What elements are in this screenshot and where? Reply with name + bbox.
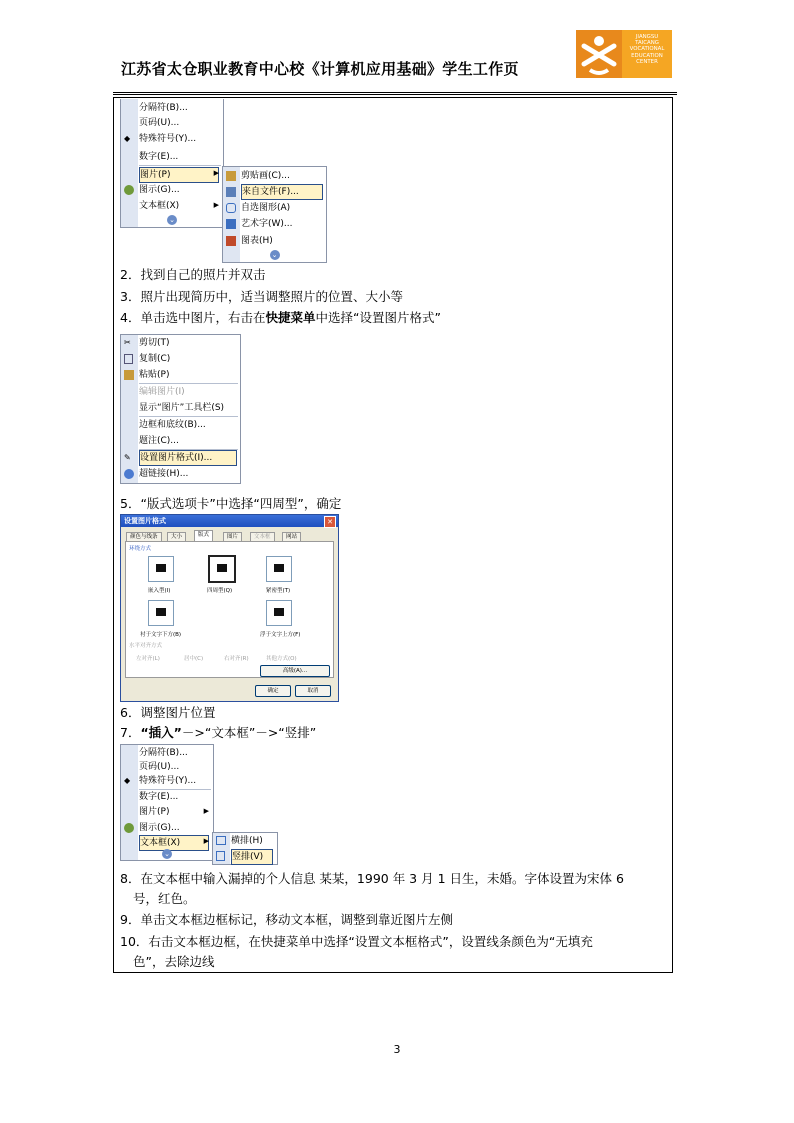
step-2: 2．找到自己的照片并双击 (120, 267, 266, 282)
step-8-line2: 号，红色。 (133, 891, 196, 906)
wrap-behind-label: 衬于文字下方(B) (140, 632, 182, 638)
scissors-icon: ✂ (124, 338, 131, 347)
tab-layout[interactable]: 版式 (194, 530, 213, 542)
context-item-paste[interactable]: 粘贴(P) (139, 370, 170, 380)
submenu-item-wordart[interactable]: 艺术字(W)... (241, 219, 293, 229)
context-item-borders[interactable]: 边框和底纹(B)... (139, 420, 206, 430)
hyperlink-icon (124, 469, 134, 479)
submenu-item-autoshape[interactable]: 自选图形(A) (241, 203, 291, 213)
menu-item-diagram[interactable]: 图示(G)... (139, 823, 180, 833)
horizontal-textbox-icon (216, 836, 226, 845)
menu-item-break[interactable]: 分隔符(B)... (139, 103, 188, 113)
menu-item-picture[interactable]: 图片(P) (139, 167, 219, 183)
tab-textbox: 文本框 (250, 532, 275, 542)
menu-item-symbol[interactable]: 特殊符号(Y)... (139, 134, 197, 144)
close-icon[interactable]: ✕ (324, 516, 336, 528)
wrap-front-option[interactable] (266, 600, 292, 626)
wrap-tight-option[interactable] (266, 556, 292, 582)
step-5: 5．“版式选项卡”中选择“四周型”，确定 (120, 496, 342, 511)
format-picture-dialog (120, 514, 339, 702)
tab-web[interactable]: 网站 (282, 532, 301, 542)
picture-submenu (222, 166, 327, 263)
autoshape-icon (226, 203, 236, 213)
submenu-item-clipart[interactable]: 剪贴画(C)... (241, 171, 290, 181)
wrap-front-label: 浮于文字上方(F) (260, 632, 301, 638)
page-number: 3 (393, 1043, 401, 1056)
header-title: 江苏省太仓职业教育中心校《计算机应用基础》学生工作页 (121, 60, 519, 78)
context-item-format-picture[interactable]: 设置图片格式(I)... (139, 450, 237, 466)
header-rule (113, 92, 677, 93)
expand-chevron-icon[interactable]: ⌄ (270, 250, 280, 260)
context-item-hyperlink[interactable]: 超链接(H)... (139, 469, 189, 479)
school-logo (576, 30, 672, 78)
context-item-edit-picture: 编辑图片(I) (139, 387, 185, 397)
wrap-inline-label: 嵌入型(I) (148, 588, 171, 594)
menu-item-number[interactable]: 数字(E)... (139, 792, 179, 802)
menu-item-textbox[interactable]: 文本框(X) (139, 201, 180, 211)
context-item-show-toolbar[interactable]: 显示“图片”工具栏(S) (139, 403, 225, 413)
cancel-button[interactable]: 取消 (295, 685, 331, 697)
wrap-square-option[interactable] (208, 555, 236, 583)
chart-icon (226, 236, 236, 246)
copy-icon (124, 354, 133, 364)
step-4: 4．单击选中图片，右击在快捷菜单中选择“设置图片格式” (120, 310, 441, 325)
step-6: 6．调整图片位置 (120, 705, 216, 720)
ok-button[interactable]: 确定 (255, 685, 291, 697)
submenu-arrow-icon: ▶ (213, 201, 219, 209)
submenu-item-horizontal[interactable]: 横排(H) (231, 836, 263, 846)
context-item-copy[interactable]: 复制(C) (139, 354, 171, 364)
from-file-icon (226, 187, 236, 197)
bullet-icon: ◆ (124, 134, 131, 143)
clipart-icon (226, 171, 236, 181)
align-other-radio: 其他方式(O) (266, 656, 297, 662)
wrap-behind-option[interactable] (148, 600, 174, 626)
textbox-submenu (212, 832, 278, 865)
step-10-line2: 色”，去除边线 (133, 954, 215, 969)
submenu-arrow-icon: ▶ (203, 837, 209, 845)
header-rule-thin (113, 94, 677, 95)
align-right-radio: 右对齐(R) (224, 656, 249, 662)
tab-size[interactable]: 大小 (167, 532, 186, 542)
step-3: 3．照片出现简历中，适当调整照片的位置、大小等 (120, 289, 403, 304)
menu-item-page-number[interactable]: 页码(U)... (139, 118, 180, 128)
wrap-section-label: 环绕方式 (129, 546, 152, 552)
logo-text: JIANGSU TAICANG VOCATIONAL EDUCATION CENTER (629, 34, 665, 65)
wordart-icon (226, 219, 236, 229)
menu-item-textbox[interactable]: 文本框(X) (139, 835, 209, 851)
context-item-caption[interactable]: 题注(C)... (139, 436, 179, 446)
advanced-button[interactable]: 高级(A)... (260, 665, 330, 677)
insert-menu (120, 99, 224, 228)
expand-chevron-icon[interactable]: ⌄ (167, 215, 177, 225)
context-item-cut[interactable]: 剪切(T) (139, 338, 170, 348)
tab-colors-lines[interactable]: 颜色与线条 (126, 532, 162, 542)
wrap-inline-option[interactable] (148, 556, 174, 582)
align-section-label: 水平对齐方式 (129, 643, 163, 649)
insert-menu-textbox (120, 744, 214, 861)
format-picture-icon: ✎ (124, 453, 131, 462)
submenu-item-chart[interactable]: 图表(H) (241, 236, 273, 246)
tab-picture[interactable]: 图片 (223, 532, 242, 542)
menu-item-page-number[interactable]: 页码(U)... (139, 762, 180, 772)
dialog-title: 设置图片格式 (121, 515, 338, 527)
logo-figure-icon (576, 30, 622, 78)
wrap-tight-label: 紧密型(T) (266, 588, 291, 594)
submenu-arrow-icon: ▶ (213, 169, 219, 177)
layout-panel (125, 541, 334, 678)
align-center-radio: 居中(C) (184, 656, 204, 662)
submenu-item-vertical[interactable]: 竖排(V) (231, 849, 273, 865)
vertical-textbox-icon (216, 851, 225, 861)
wrap-square-label: 四周型(Q) (207, 588, 233, 594)
submenu-arrow-icon: ▶ (203, 807, 209, 815)
diagram-icon (124, 823, 134, 833)
expand-chevron-icon[interactable]: ⌄ (162, 849, 172, 859)
paste-icon (124, 370, 134, 380)
step-10-line1: 10．右击文本框边框，在快捷菜单中选择“设置文本框格式”，设置线条颜色为“无填充 (120, 934, 593, 949)
diagram-icon (124, 185, 134, 195)
bullet-icon: ◆ (124, 776, 131, 785)
step-8-line1: 8．在文本框中输入漏掉的个人信息 某某，1990 年 3 月 1 日生，未婚。字体设置为宋体 6 (120, 871, 624, 886)
step-7: 7．“插入”－>“文本框”－>“竖排” (120, 725, 317, 740)
step-9: 9．单击文本框边框标记，移动文本框，调整到靠近图片左侧 (120, 912, 453, 927)
menu-item-break[interactable]: 分隔符(B)... (139, 748, 188, 758)
menu-item-number[interactable]: 数字(E)... (139, 152, 179, 162)
submenu-item-from-file[interactable]: 来自文件(F)... (241, 184, 323, 200)
menu-item-picture[interactable]: 图片(P) (139, 807, 170, 817)
menu-item-symbol[interactable]: 特殊符号(Y)... (139, 776, 197, 786)
menu-item-diagram[interactable]: 图示(G)... (139, 185, 180, 195)
align-left-radio: 左对齐(L) (136, 656, 160, 662)
picture-context-menu (120, 334, 241, 484)
